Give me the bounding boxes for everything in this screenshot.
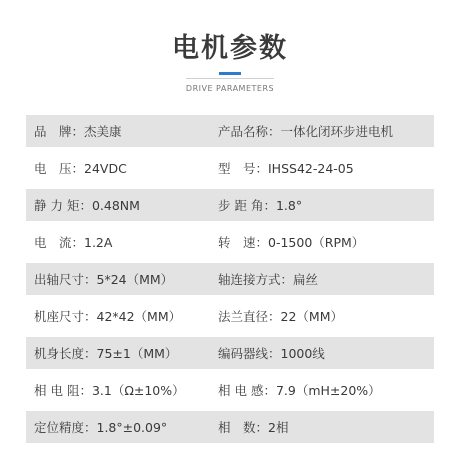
spec-cell-right: 编码器线：1000线 xyxy=(218,346,325,361)
spec-cell-left: 静 力 矩：0.48NM xyxy=(34,198,140,213)
spec-row xyxy=(26,300,434,332)
spec-row xyxy=(26,374,434,406)
spec-cell-left: 品 牌：杰美康 xyxy=(34,124,122,139)
page-subtitle: DRIVE PARAMETERS xyxy=(185,84,275,93)
spec-table xyxy=(26,115,434,448)
spec-cell-right: 步 距 角：1.8° xyxy=(218,198,303,213)
title-accent-bar xyxy=(219,72,241,75)
spec-cell-right: 转 速：0-1500（RPM） xyxy=(218,235,365,250)
spec-row xyxy=(26,263,434,295)
spec-cell-right: 轴连接方式：扁丝 xyxy=(218,272,319,287)
spec-row xyxy=(26,189,434,221)
spec-row xyxy=(26,411,434,443)
spec-row xyxy=(26,226,434,258)
spec-row xyxy=(26,115,434,147)
spec-cell-left: 电 流：1.2A xyxy=(34,235,113,250)
spec-cell-right: 相 电 感：7.9（mH±20%） xyxy=(218,383,381,398)
spec-cell-right: 相 数：2相 xyxy=(218,420,289,435)
spec-cell-left: 机座尺寸：42*42（MM） xyxy=(34,309,182,324)
title-divider xyxy=(186,78,274,79)
spec-cell-left: 相 电 阻：3.1（Ω±10%） xyxy=(34,383,185,398)
page-title: 电机参数 xyxy=(172,33,288,64)
spec-cell-left: 机身长度：75±1（MM） xyxy=(34,346,178,361)
spec-cell-left: 定位精度：1.8°±0.09° xyxy=(34,420,168,435)
spec-cell-right: 型 号：IHSS42-24-05 xyxy=(218,161,354,176)
spec-row xyxy=(26,152,434,184)
spec-cell-left: 出轴尺寸：5*24（MM） xyxy=(34,272,174,287)
spec-cell-right: 产品名称：一体化闭环步进电机 xyxy=(218,124,394,139)
spec-cell-left: 电 压：24VDC xyxy=(34,161,127,176)
spec-cell-right: 法兰直径：22（MM） xyxy=(218,309,343,324)
spec-row xyxy=(26,337,434,369)
